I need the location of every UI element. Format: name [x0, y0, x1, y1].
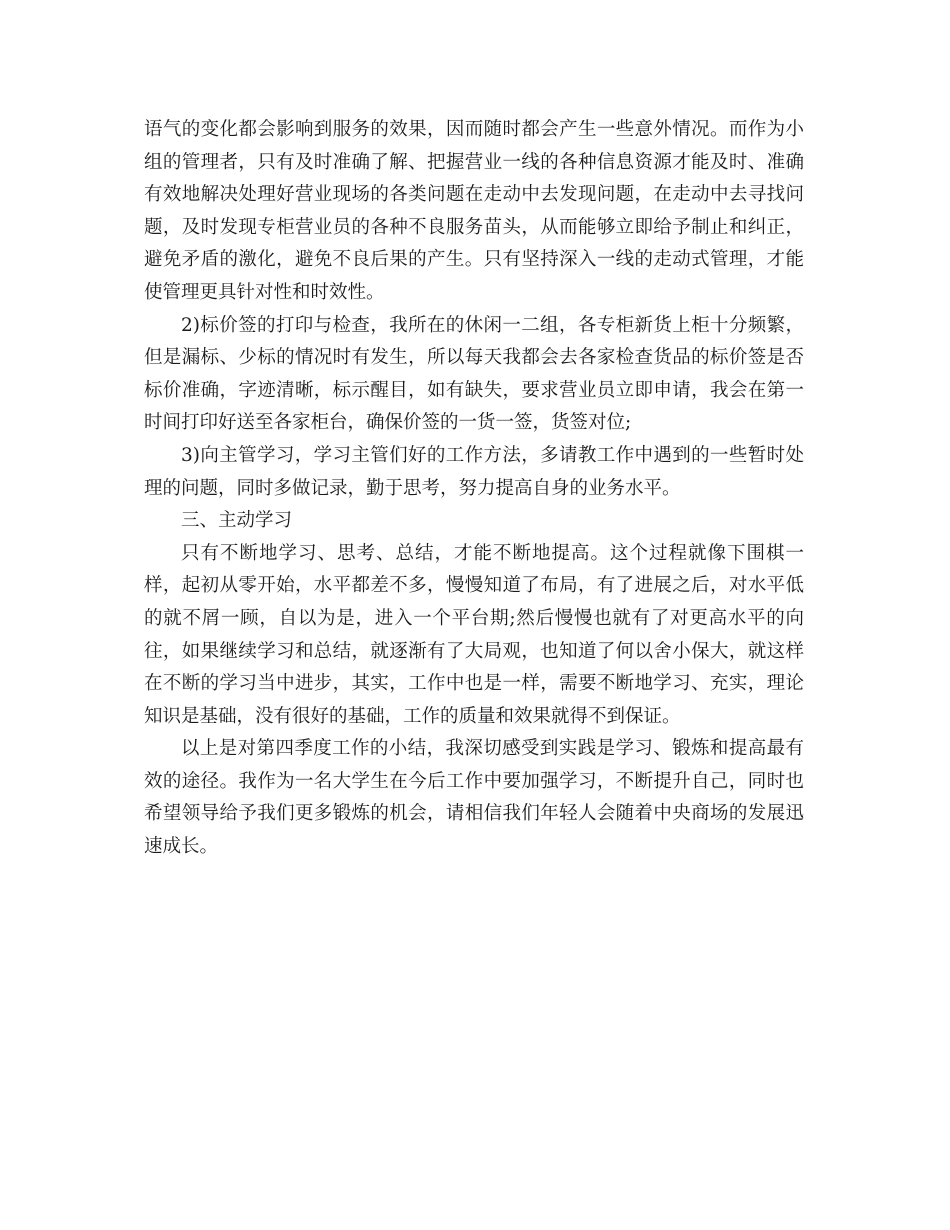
paragraph-continuation: 语气的变化都会影响到服务的效果，因而随时都会产生一些意外情况。而作为小组的管理者，只有及时准确了解、把握营业一线的各种信息资源才能及时、准确有效地解决处理好营业现场的各类问题在走动中去发现问题，在走动中去寻找问题，及时发现专柜营业员的各种不良服务苗头，从而能够立即给予制止和纠正，避免矛盾的激化，避免不良后果的产生。只有坚持深入一线的走动式管理，才能使管理更具针对性和时效性。: [144, 119, 804, 303]
section-heading-active-learning: 三、主动学习: [181, 510, 293, 532]
paragraph-continuous-learning: 只有不断地学习、思考、总结，才能不断地提高。这个过程就像下围棋一样，起初从零开始，水平都差不多，慢慢知道了布局，有了进展之后，对水平低的就不屑一顾，自以为是，进入一个平台期;然后慢慢也就有了对更高水平的向往，如果继续学习和总结，就逐渐有了大局观，也知道了何以舍小保大，就这样在不断的学习当中进步，其实，工作中也是一样，需要不断地学习、充实，理论知识是基础，没有很好的基础，工作的质量和效果就得不到保证。: [144, 542, 804, 727]
paragraph-learn-from-supervisor: 3)向主管学习，学习主管们好的工作方法，多请教工作中遇到的一些暂时处理的问题，同时多做记录，勤于思考，努力提高自身的业务水平。: [144, 444, 804, 499]
document-body: [144, 114, 804, 864]
paragraph-price-tags: 2)标价签的打印与检查，我所在的休闲一二组，各专柜新货上柜十分频繁，但是漏标、少标的情况时有发生，所以每天我都会去各家检查货品的标价签是否标价准确，字迹清晰，标示醒目，如有缺失，要求营业员立即申请，我会在第一时间打印好送至各家柜台，确保价签的一货一签，货签对位;: [144, 314, 804, 434]
paragraph-conclusion: 以上是对第四季度工作的小结，我深切感受到实践是学习、锻炼和提高最有效的途径。我作为一名大学生在今后工作中要加强学习，不断提升自己，同时也希望领导给予我们更多锻炼的机会，请相信我们年轻人会随着中央商场的发展迅速成长。: [144, 738, 804, 858]
